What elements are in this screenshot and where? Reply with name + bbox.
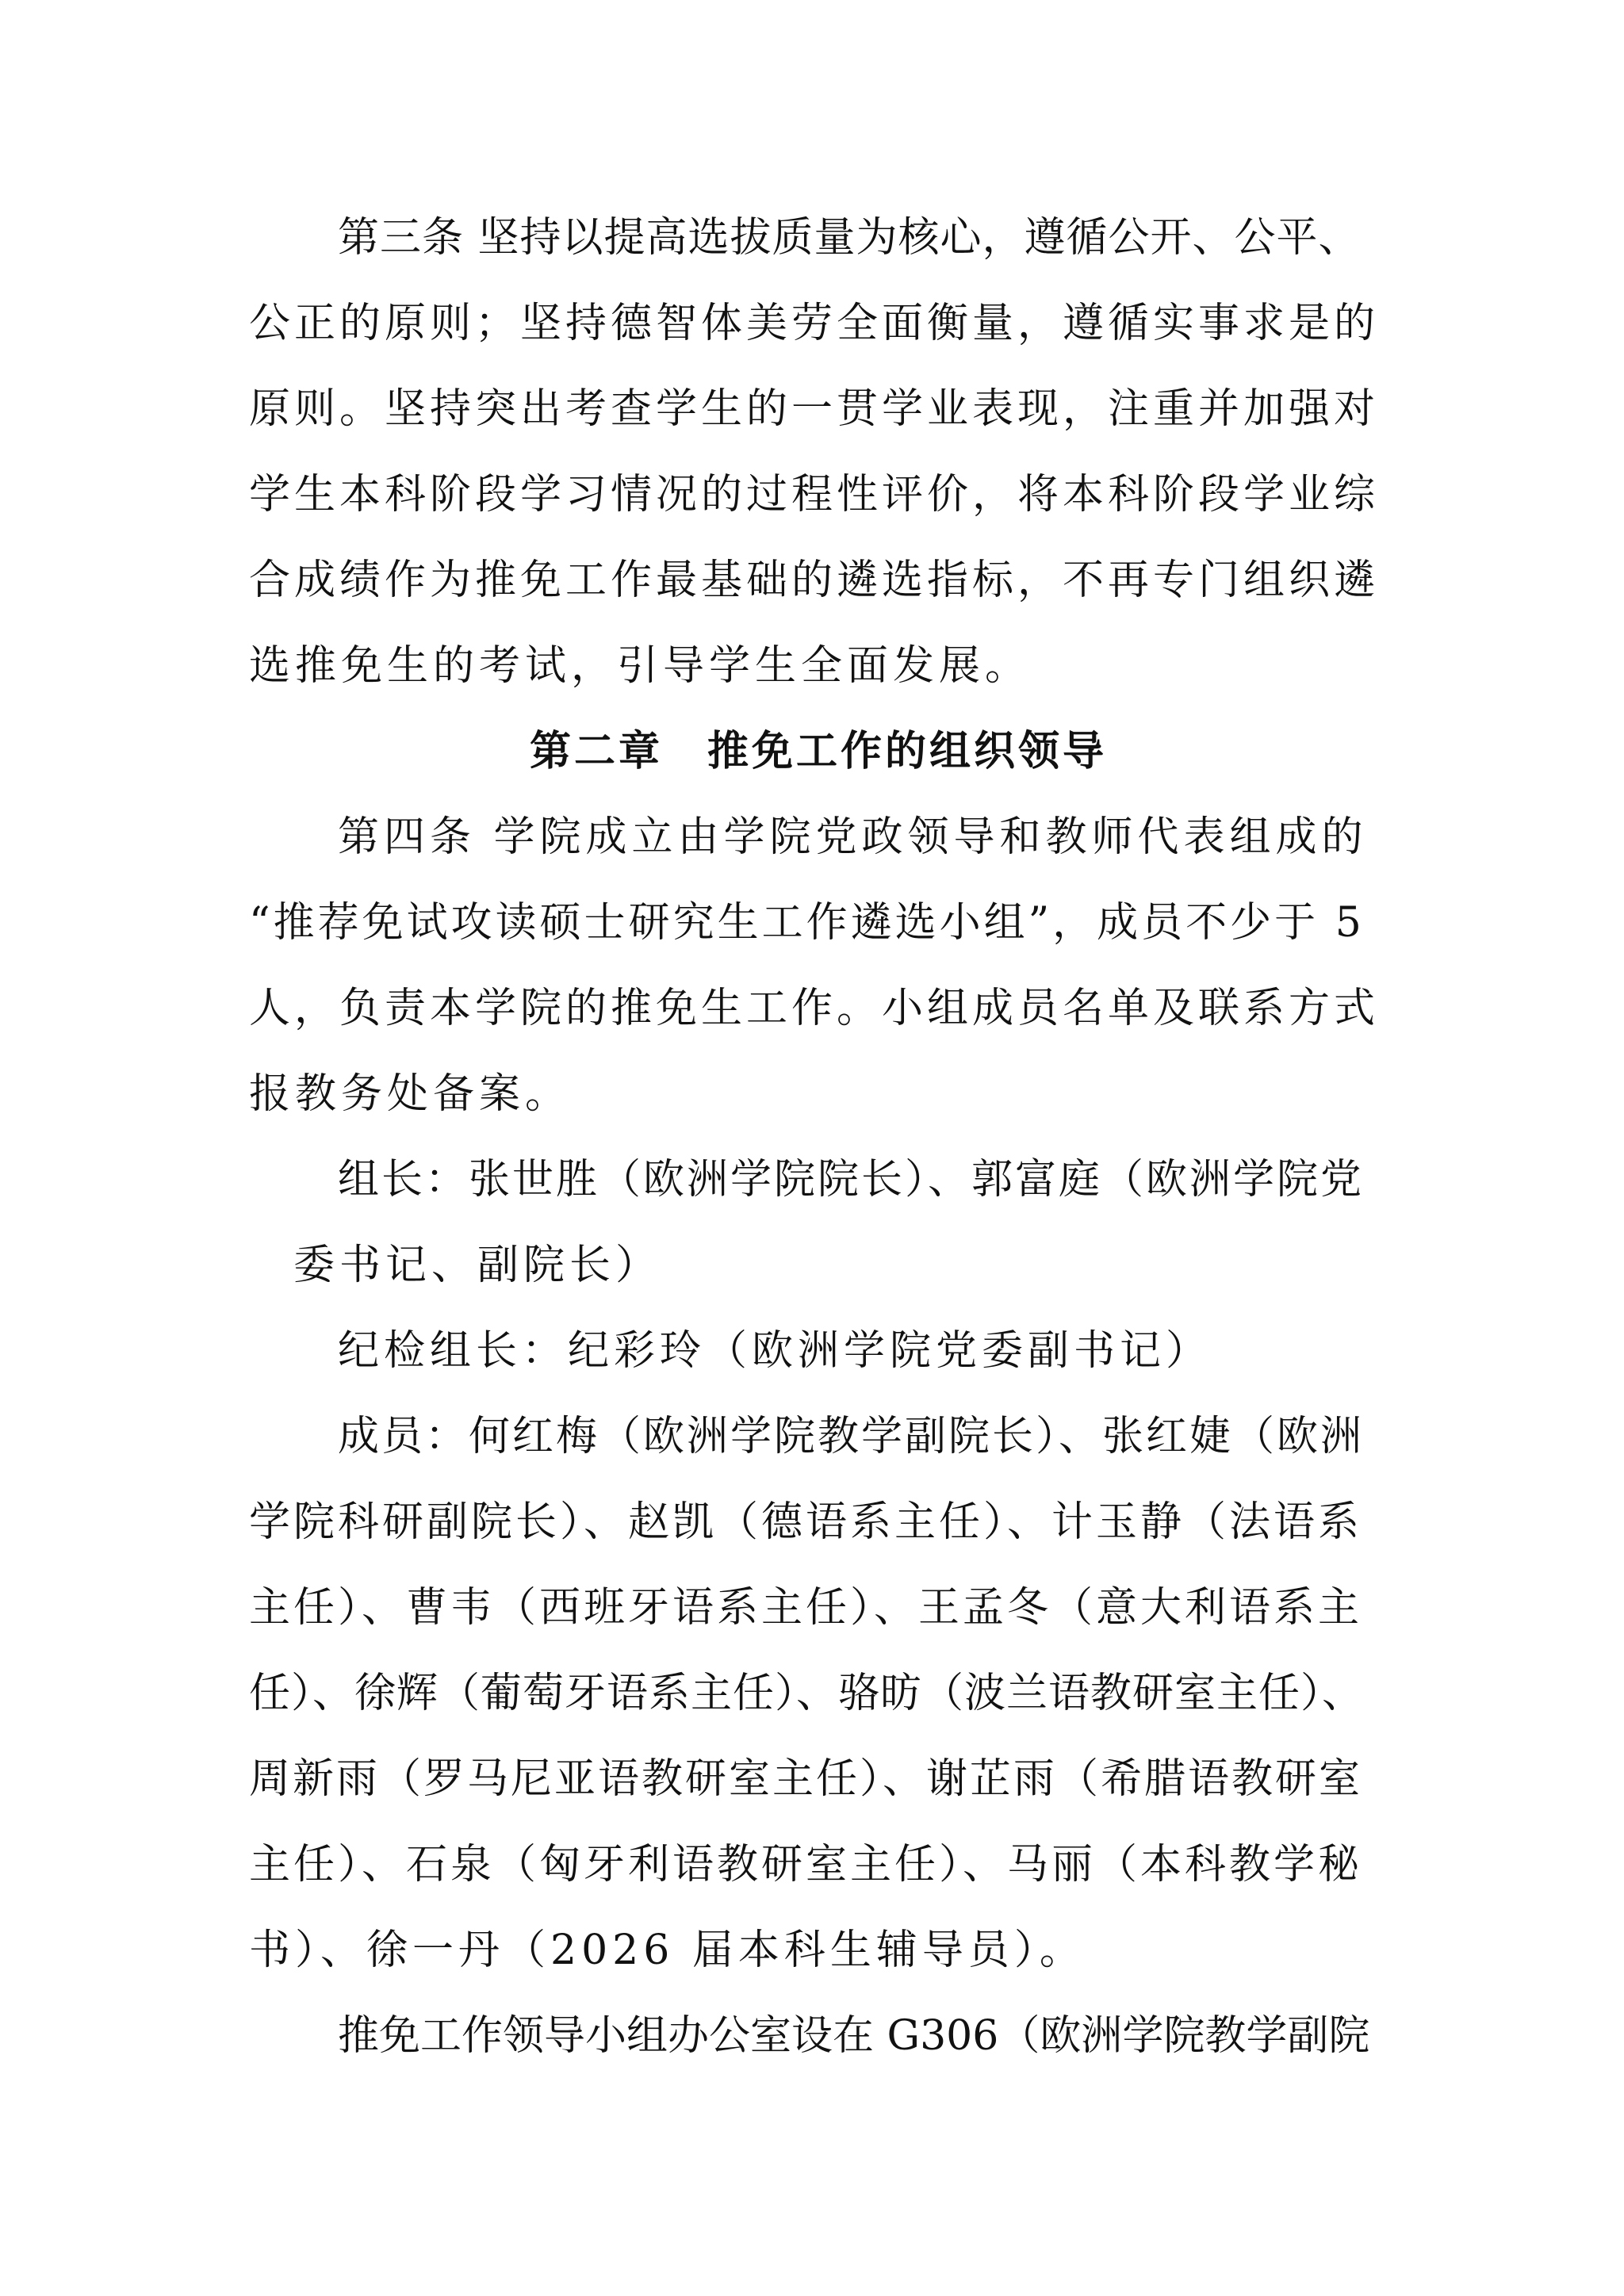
members-line-6: 主任）、石泉（匈牙利语教研室主任）、马丽（本科教学秘 — [249, 1841, 1363, 1888]
article-3-line-2: 公正的原则；坚持德智体美劳全面衡量，遵循实事求是的 — [249, 300, 1380, 347]
members-line-5: 周新雨（罗马尼亚语教研室主任）、谢芷雨（希腊语教研室 — [249, 1755, 1363, 1803]
members-line-2: 学院科研副院长）、赵凯（德语系主任）、计玉静（法语系 — [249, 1498, 1363, 1546]
members-line-1: 成员：何红梅（欧洲学院教学副院长）、张红婕（欧洲 — [338, 1413, 1365, 1460]
office-line-1: 推免工作领导小组办公室设在 G306（欧洲学院教学副院 — [338, 2012, 1370, 2060]
article-4-line-3: 人，负责本学院的推免生工作。小组成员名单及联系方式 — [249, 985, 1380, 1032]
article-4-line-2: “推荐免试攻读硕士研究生工作遴选小组”，成员不少于 5 — [249, 899, 1365, 947]
article-3-line-3: 原则。坚持突出考查学生的一贯学业表现，注重并加强对 — [249, 385, 1380, 433]
chapter-2-heading: 第二章 推免工作的组织领导 — [530, 728, 1108, 775]
article-3-line-1: 第三条 坚持以提高选拔质量为核心，遵循公开、公平、 — [338, 214, 1361, 262]
article-3-line-5: 合成绩作为推免工作最基础的遴选指标，不再专门组织遴 — [249, 557, 1380, 604]
discipline-leader-line-1: 纪检组长：纪彩玲（欧洲学院党委副书记） — [338, 1327, 1212, 1375]
members-line-4: 任）、徐辉（葡萄牙语系主任）、骆昉（波兰语教研室主任）、 — [249, 1670, 1365, 1717]
members-line-7: 书）、徐一丹（2026 届本科生辅导员）。 — [249, 1927, 1086, 1974]
members-line-3: 主任）、曹韦（西班牙语系主任）、王孟冬（意大利语系主 — [249, 1584, 1363, 1632]
group-leader-line-2: 委书记、副院长） — [293, 1242, 662, 1289]
article-3-line-6: 选推免生的考试，引导学生全面发展。 — [249, 642, 1032, 690]
article-4-line-4: 报教务处备案。 — [249, 1070, 572, 1118]
article-4-line-1: 第四条 学院成立由学院党政领导和教师代表组成的 — [338, 813, 1368, 861]
article-3-line-4: 学生本科阶段学习情况的过程性评价，将本科阶段学业综 — [249, 471, 1380, 519]
group-leader-line-1: 组长：张世胜（欧洲学院院长）、郭富庭（欧洲学院党 — [338, 1156, 1365, 1203]
